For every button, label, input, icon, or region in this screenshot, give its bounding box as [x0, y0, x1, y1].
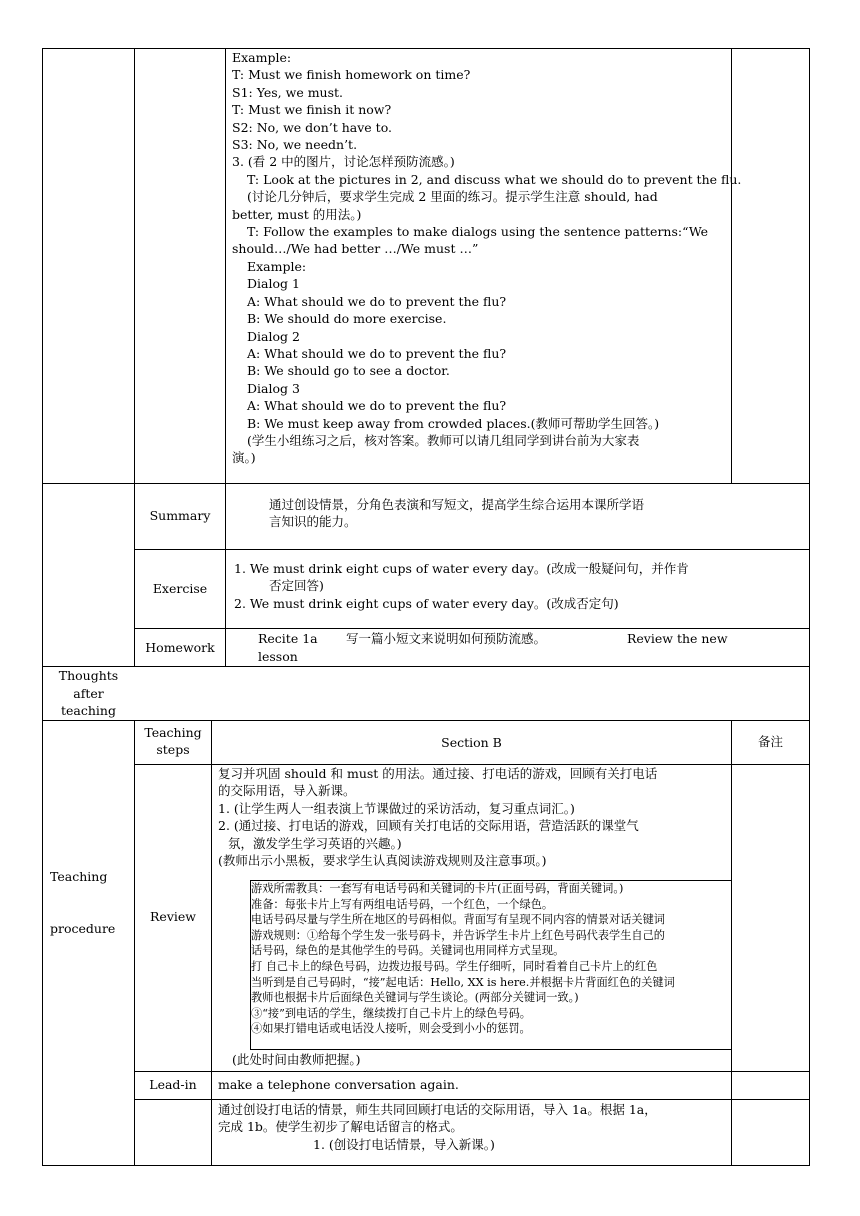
- content-line: S1: Yes, we must.: [232, 84, 344, 100]
- table-border: [42, 666, 810, 667]
- homework-text: Review the new: [627, 631, 728, 646]
- table-border: [731, 48, 732, 484]
- homework-label: Homework: [145, 640, 215, 655]
- section-header: Section B: [441, 735, 502, 750]
- rules-line: 打 自己卡上的绿色号码，边拨边报号码。学生仔细听，同时看着自己卡片上的红色: [251, 959, 658, 973]
- teaching-steps-header: [135, 724, 211, 759]
- review-label: Review: [150, 909, 196, 924]
- table-border: [211, 720, 212, 1166]
- next-content: [218, 1101, 730, 1153]
- activity-content: [232, 49, 742, 467]
- rules-line: 电话号码尽量与学生所在地区的号码相似。背面写有呈现不同内容的情景对话关键词: [251, 913, 665, 927]
- dialog-line: Example:: [247, 258, 307, 274]
- rules-line: 游戏所需教具：一套写有电话号码和关键词的卡片(正面号码，背面关键词。): [251, 882, 624, 895]
- homework-text: lesson: [258, 649, 298, 664]
- rules-line: 教师也根据卡片后面绿色关键词与学生谈论。(两部分关键词一致。): [251, 991, 579, 1005]
- dialog-line: Dialog 3: [247, 380, 300, 396]
- table-border: [809, 48, 810, 1166]
- rules-line: ③“接”到电话的学生，继续拨打自己卡片上的绿色号码。: [251, 1006, 531, 1020]
- rules-line: 话号码，绿色的是其他学生的号码。关键词也用同样方式呈现。: [251, 944, 565, 958]
- header-line: Teaching: [144, 725, 202, 740]
- table-border: [134, 48, 135, 666]
- content-line: should…/We had better …/We must …”: [232, 241, 479, 257]
- leadin-label: Lead-in: [149, 1077, 197, 1092]
- review-time-note: (此处时间由教师把握。): [232, 1052, 361, 1067]
- rules-line: 游戏规则：①给每个学生发一张号码卡，并告诉学生卡片上红色号码代表学生自己的: [251, 928, 665, 942]
- review-line: 的交际用语，导入新课。: [218, 783, 356, 799]
- exercise-label: Exercise: [152, 581, 208, 596]
- content-line: S3: No, we needn’t.: [232, 137, 358, 153]
- thoughts-label: [43, 667, 134, 720]
- table-border: [42, 48, 43, 1166]
- content-line: 3. (看 2 中的图片，讨论怎样预防流感。): [232, 154, 455, 170]
- review-line: (教师出示小黑板，要求学生认真阅读游戏规则及注意事项。): [218, 853, 547, 869]
- lesson-plan-table: [42, 48, 810, 1166]
- procedure-label: Teaching: [50, 869, 108, 884]
- table-border: [134, 1099, 810, 1100]
- table-border: [42, 483, 810, 484]
- dialog-line: B: We should do more exercise.: [247, 311, 447, 327]
- leadin-content: make a telephone conversation again.: [218, 1077, 459, 1092]
- rules-line: ④如果打错电话或电话没人接听，则会受到小小的惩罚。: [251, 1022, 531, 1036]
- review-line: 2. (通过接、打电话的游戏，回顾有关打电话的交际用语，营造活跃的课堂气: [218, 818, 639, 834]
- table-border: [225, 48, 226, 666]
- dialog-line: Dialog 2: [247, 328, 300, 344]
- dialog-line: B: We should go to see a doctor.: [247, 363, 450, 379]
- summary-line: 通过创设情景，分角色表演和写短文，提高学生综合运用本课所学语: [269, 497, 645, 512]
- header-line: steps: [156, 742, 190, 758]
- thoughts-line: after: [73, 685, 104, 701]
- exercise-item: 2. We must drink eight cups of water every day。(改成否定句): [234, 595, 619, 611]
- next-line: 1. (创设打电话情景，导入新课。): [313, 1136, 495, 1152]
- content-line: (讨论几分钟后，要求学生完成 2 里面的练习。提示学生注意 should, had: [247, 189, 658, 205]
- review-line: 复习并巩固 should 和 must 的用法。通过接、打电话的游戏，回顾有关打电话: [218, 766, 658, 781]
- review-line: 氛，激发学生学习英语的兴趣。): [228, 835, 402, 851]
- thoughts-line: teaching: [61, 703, 116, 719]
- summary-line: 言知识的能力。: [269, 514, 357, 530]
- rules-line: 准备：每张卡片上写有两组电话号码，一个红色，一个绿色。: [251, 897, 554, 911]
- content-line: 演。): [232, 450, 256, 466]
- review-content: [218, 765, 730, 869]
- thoughts-line: Thoughts: [58, 668, 119, 683]
- next-line: 通过创设打电话的情景，师生共同回顾打电话的交际用语，导入 1a。根据 1a，: [218, 1102, 657, 1117]
- dialog-line: A: What should we do to prevent the flu?: [247, 293, 507, 309]
- content-line: T: Must we finish it now?: [232, 102, 392, 118]
- content-line: T: Follow the examples to make dialogs using the sentence patterns:“We: [247, 224, 709, 240]
- table-border: [42, 1165, 810, 1166]
- summary-label: Summary: [149, 508, 211, 523]
- exercise-item: 1. We must drink eight cups of water every day。(改成一般疑问句，并作肯: [234, 561, 689, 576]
- content-line: T: Look at the pictures in 2, and discuss what we should do to prevent the flu.: [247, 171, 742, 187]
- procedure-label: procedure: [50, 921, 116, 936]
- exercise-content: [234, 560, 729, 612]
- table-border: [134, 628, 810, 629]
- table-border: [42, 720, 810, 721]
- review-line: 1. (让学生两人一组表演上节课做过的采访活动，复习重点词汇。): [218, 800, 575, 816]
- game-rules-box: [250, 880, 732, 1050]
- notes-header: 备注: [757, 734, 783, 749]
- table-border: [134, 720, 135, 1166]
- content-line: (学生小组练习之后，核对答案。教师可以请几组同学到讲台前为大家表: [247, 432, 640, 448]
- table-border: [134, 549, 810, 550]
- dialog-line: A: What should we do to prevent the flu?: [247, 398, 507, 414]
- rules-line: 当听到是自己号码时，“接”起电话：Hello, XX is here.并根据卡片背面红色的关键词: [251, 975, 675, 989]
- content-line: S2: No, we don’t have to.: [232, 119, 392, 135]
- content-line: T: Must we finish homework on time?: [232, 67, 471, 83]
- dialog-line: Dialog 1: [247, 276, 300, 292]
- summary-content: [269, 496, 729, 531]
- content-line: better, must 的用法。): [232, 206, 362, 222]
- exercise-item: 否定回答): [269, 578, 324, 594]
- next-line: 完成 1b。使学生初步了解电话留言的格式。: [218, 1119, 463, 1135]
- dialog-line: B: We must keep away from crowded places.(教师可帮助学生回答。): [247, 415, 660, 431]
- dialog-line: A: What should we do to prevent the flu?: [247, 345, 507, 361]
- homework-text: Recite 1a: [258, 631, 318, 646]
- table-border: [134, 1071, 810, 1072]
- homework-text: 写一篇小短文来说明如何预防流感。: [346, 631, 547, 646]
- content-line: Example:: [232, 50, 292, 65]
